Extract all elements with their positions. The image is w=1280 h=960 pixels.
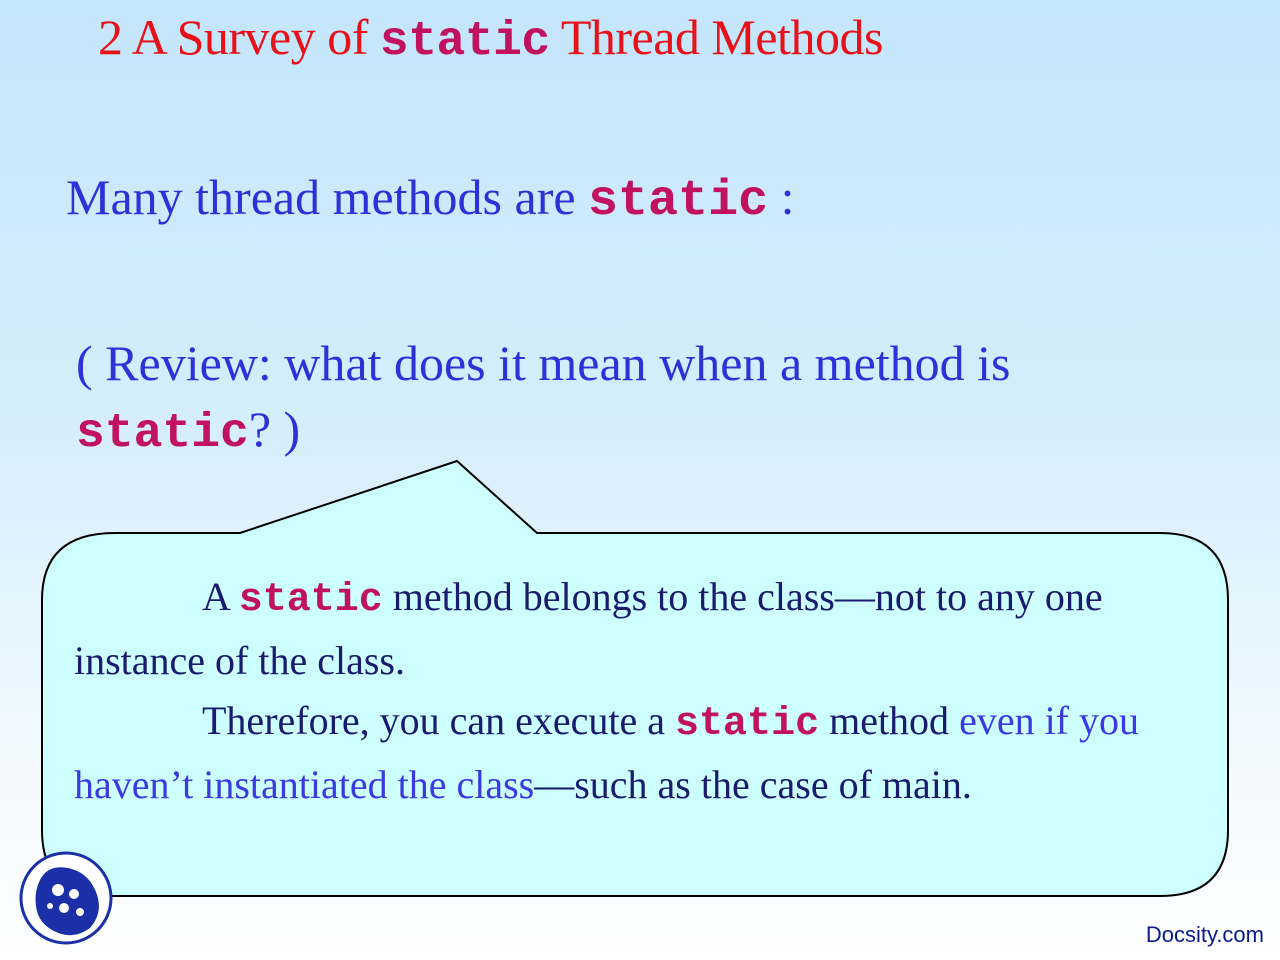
title-prefix: 2 A Survey of xyxy=(98,9,380,65)
callout-p1-rest: method belongs to the class—not to any one instance of the class. xyxy=(74,574,1103,683)
brand-link[interactable]: Docsity.com xyxy=(1145,922,1264,947)
callout-p1-keyword: static xyxy=(238,578,383,623)
callout-p2-end: —such as the case of main. xyxy=(534,762,972,807)
review-keyword: static xyxy=(76,407,249,461)
callout-paragraph-1 xyxy=(74,567,1154,691)
title-suffix: Thread Methods xyxy=(549,9,883,65)
callout-p1-text: A xyxy=(202,574,239,619)
intro-suffix: : xyxy=(768,169,795,225)
callout-p2-highlight: even if you haven’t instantiated the class xyxy=(74,698,1140,807)
docsity-logo-icon xyxy=(18,850,114,946)
callout-text xyxy=(74,567,1154,815)
review-suffix: ? ) xyxy=(248,401,301,457)
intro-keyword: static xyxy=(588,173,769,230)
callout-paragraph-2 xyxy=(74,691,1154,815)
review-text: ( Review: what does it mean when a method is xyxy=(76,335,1011,391)
title-keyword: static xyxy=(379,15,550,69)
callout-p2-rest: method xyxy=(819,698,950,743)
intro-text: Many thread methods are xyxy=(66,169,589,225)
callout-p2-keyword: static xyxy=(675,702,820,747)
callout-p2-text: Therefore, you can execute a xyxy=(202,698,676,743)
